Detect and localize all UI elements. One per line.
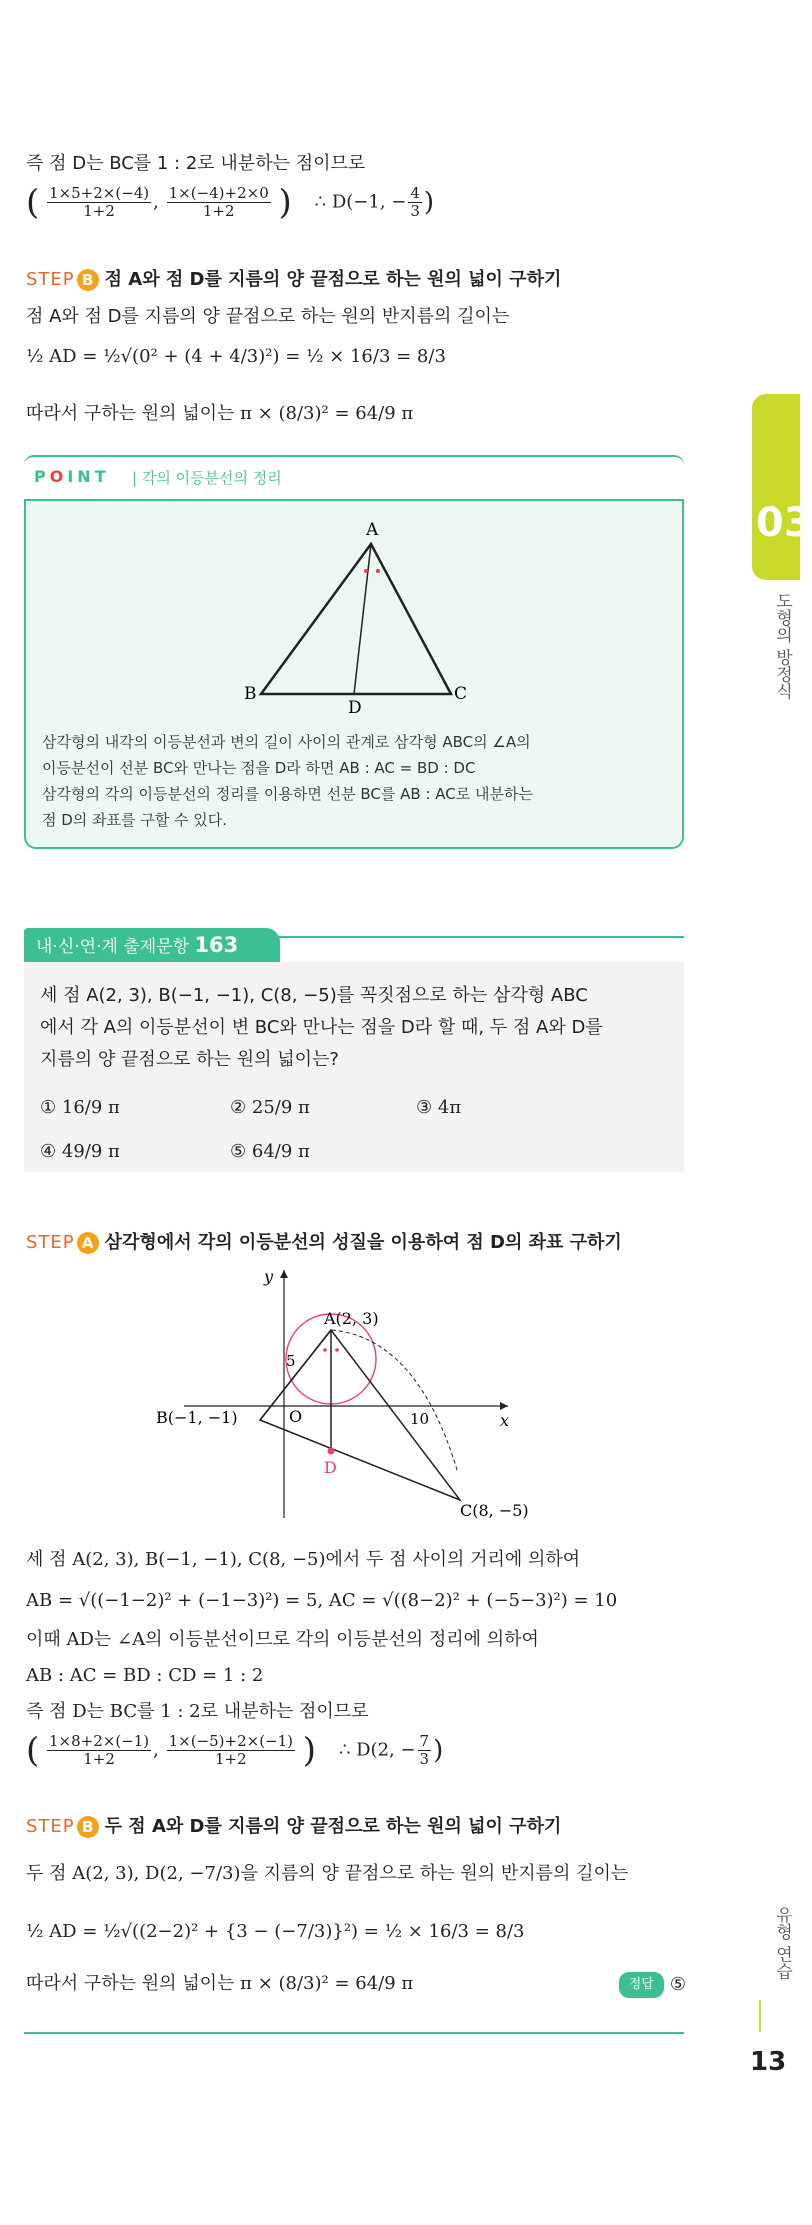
coordinate-graph xyxy=(148,1268,568,1528)
angle-mark-left xyxy=(364,569,368,573)
sol-x-fraction: $\frac{1\times 8+2\times(-1)}{1+2}$ xyxy=(49,1732,150,1768)
point-box-body xyxy=(24,499,684,849)
x-label: x xyxy=(500,1411,510,1430)
problem-badge: 내·신·연·계 출제문항 163 xyxy=(24,928,280,962)
angle-bisector-triangle-figure xyxy=(26,501,682,718)
solution-line-8: 따라서 구하는 원의 넓이는 π × (8/3)² = 64/9 π 정답 ⑤ xyxy=(26,1972,686,1996)
vertex-c-label: C xyxy=(454,684,468,704)
solution-end-line xyxy=(24,2032,684,2034)
point-d-label: D xyxy=(348,698,362,718)
option-3: ③ 4π xyxy=(416,1097,462,1118)
solution-coordinate-formula: ( $\frac{1\times 8+2\times(-1)}{1+2}$ , $\frac{1\times(-5)+2\times(-1)}{1+2}$ ) ∴ D(2, − $\frac{7}{3}$ ) xyxy=(26,1730,444,1771)
chapter-tab xyxy=(752,394,800,580)
question-line-3: 지름의 양 끝점으로 하는 원의 넓이는? xyxy=(40,1049,339,1070)
angle-mark-right xyxy=(376,569,380,573)
question-line-2: 에서 각 A의 이등분선이 변 BC와 만나는 점을 D라 할 때, 두 점 A와 D를 xyxy=(40,1017,603,1038)
dashed-arc xyxy=(332,1330,458,1473)
question-line-1: 세 점 A(2, 3), B(−1, −1), C(8, −5)를 꼭짓점으로 하는 삼각형 ABC xyxy=(40,985,588,1006)
x-axis-arrow xyxy=(500,1402,508,1410)
point-box xyxy=(24,455,684,850)
radius-intro-line: 점 A와 점 D를 지름의 양 끝점으로 하는 원의 반지름의 길이는 xyxy=(26,306,510,327)
coordinate-x-fraction: $\frac{1\times 5+2\times(-4)}{1+2}$ xyxy=(49,184,150,220)
bisector-ad xyxy=(354,544,371,694)
solution-line-4: AB : AC = BD : CD = 1 : 2 xyxy=(26,1665,264,1686)
option-5: ⑤ 64/9 π xyxy=(230,1141,310,1162)
tick-5-label: 5 xyxy=(286,1352,296,1370)
page-number-bar xyxy=(759,2000,761,2032)
answer-value: ⑤ xyxy=(669,1974,686,1995)
y-axis-arrow xyxy=(280,1270,288,1278)
step-b-heading-2: STEP B 두 점 A와 D를 지름의 양 끝점으로 하는 원의 넓이 구하기 xyxy=(26,1816,562,1837)
point-text-4: 점 D의 좌표를 구할 수 있다. xyxy=(42,811,228,829)
angle-mark-2 xyxy=(335,1348,339,1352)
vertex-a-label: A xyxy=(366,520,379,540)
point-b-label: B(−1, −1) xyxy=(156,1408,238,1427)
coordinate-y-fraction: $\frac{1\times(-4)+2\times 0}{1+2}$ xyxy=(168,184,269,220)
option-4: ④ 49/9 π xyxy=(40,1141,120,1162)
vertex-b-label: B xyxy=(244,684,257,704)
solution-line-6: 두 점 A(2, 3), D(2, −7/3)을 지름의 양 끝점으로 하는 원의 반지름의 길이는 xyxy=(26,1863,629,1884)
division-ratio-line: 즉 점 D는 BC를 1 : 2로 내분하는 점이므로 xyxy=(26,153,366,174)
sol-y-fraction: $\frac{1\times(-5)+2\times(-1)}{1+2}$ xyxy=(168,1732,294,1768)
step-a-badge: A xyxy=(77,1232,99,1254)
answer-badge: 정답 xyxy=(619,1972,664,1998)
area-result-line: 따라서 구하는 원의 넓이는 π × (8/3)² = 64/9 π xyxy=(26,403,414,424)
angle-mark-1 xyxy=(323,1348,327,1352)
point-c-label: C(8, −5) xyxy=(460,1501,529,1520)
page-number: 13 xyxy=(750,2047,787,2077)
y-label: y xyxy=(264,1267,274,1286)
option-1: ① 16/9 π xyxy=(40,1097,120,1118)
point-text-2: 이등분선이 선분 BC와 만나는 점을 D라 하면 AB : AC = BD : DC xyxy=(42,759,476,777)
step-b-badge-2: B xyxy=(77,1816,99,1838)
point-a-label: A(2, 3) xyxy=(324,1309,379,1328)
radius-calculation: ½ AD = ½√(0² + (4 + 4/3)²) = ½ × 16/3 = 8/3 xyxy=(26,346,446,367)
side-upper-text: 도형의 방정식 xyxy=(772,592,792,700)
tick-10-label: 10 xyxy=(410,1410,430,1428)
answer-area xyxy=(619,1972,686,1998)
solution-line-5: 즉 점 D는 BC를 1 : 2로 내분하는 점이므로 xyxy=(26,1701,369,1722)
solution-line-3: 이때 AD는 ∠A의 이등분선이므로 각의 이등분선의 정리에 의하여 xyxy=(26,1629,539,1650)
sol-point-d-result: ∴ D(2, − xyxy=(338,1739,416,1761)
point-subtitle: | 각의 이등분선의 정리 xyxy=(132,469,282,487)
chapter-number: 03 xyxy=(756,500,812,546)
point-d-graph-label: D xyxy=(324,1458,337,1477)
point-d-dot xyxy=(328,1448,335,1455)
point-text-1: 삼각형의 내각의 이등분선과 변의 길이 사이의 관계로 삼각형 ABC의 ∠A의 xyxy=(42,733,531,751)
point-d-result: ∴ D(−1, − xyxy=(314,191,407,213)
step-b-heading-1: STEP B 점 A와 점 D를 지름의 양 끝점으로 하는 원의 넓이 구하기 xyxy=(26,269,562,290)
point-text-3: 삼각형의 각의 이등분선의 정리를 이용하면 선분 BC를 AB : AC로 내분하는 xyxy=(42,785,534,803)
solution-line-1: 세 점 A(2, 3), B(−1, −1), C(8, −5)에서 두 점 사이의 거리에 의하여 xyxy=(26,1549,581,1570)
point-title: POINT xyxy=(34,467,110,486)
solution-line-7: ½ AD = ½√((2−2)² + {3 − (−7/3)}²) = ½ × 16/3 = 8/3 xyxy=(26,1921,525,1942)
division-coordinate-formula: ( $\frac{1\times 5+2\times(-4)}{1+2}$ , $\frac{1\times(-4)+2\times 0}{1+2}$ ) ∴ D(−1, − $\frac{4}{3}$ ) xyxy=(26,182,435,223)
origin-label: O xyxy=(289,1407,303,1426)
step-b-badge: B xyxy=(77,269,99,291)
solution-line-2: AB = √((−1−2)² + (−1−3)²) = 5, AC = √((8−2)² + (−5−3)²) = 10 xyxy=(26,1590,618,1611)
point-box-header xyxy=(24,455,684,487)
step-a-heading: STEP A 삼각형에서 각의 이등분선의 성질을 이용하여 점 D의 좌표 구하기 xyxy=(26,1232,622,1253)
option-2: ② 25/9 π xyxy=(230,1097,310,1118)
problem-box xyxy=(24,962,684,1172)
side-lower-text: 유형 연습 xyxy=(772,1906,792,1980)
